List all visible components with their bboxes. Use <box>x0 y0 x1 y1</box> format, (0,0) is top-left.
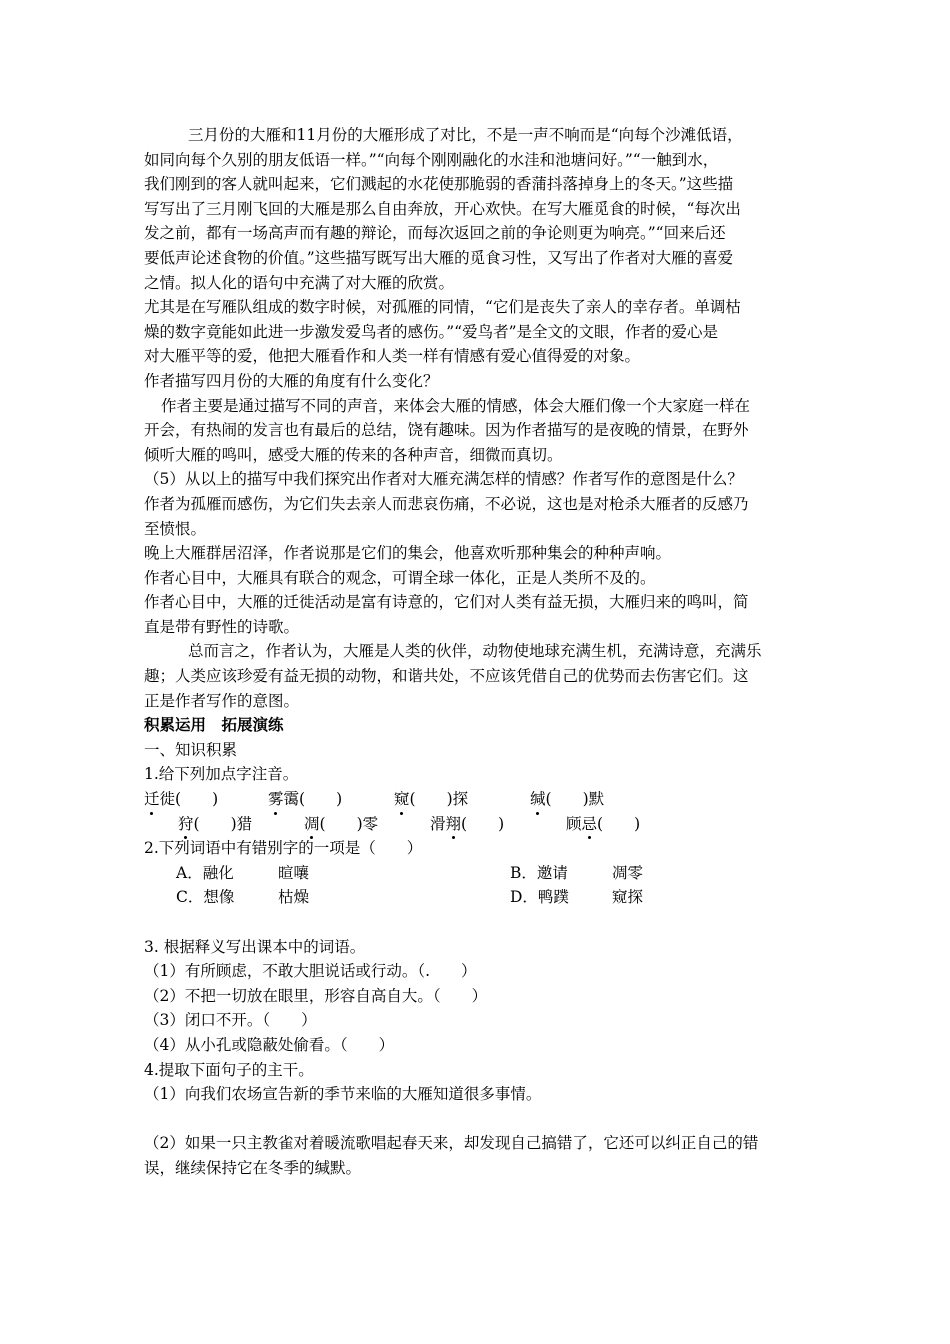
text-line: 之情。拟人化的语句中充满了对大雁的欣赏。 <box>144 273 455 292</box>
text-line: 趣；人类应该珍爱有益无损的动物，和谐共处，不应该凭借自己的优势而去伤害它们。这 <box>144 667 749 686</box>
option-b-label: B．邀请 <box>510 863 568 882</box>
option-a-word: 暄嚷 <box>278 863 310 882</box>
text-line: 尤其是在写雁队组成的数字时候，对孤雁的同情，“它们是丧失了亲人的幸存者。单调枯 <box>144 298 741 317</box>
paragraph-march-geese <box>144 123 810 295</box>
option-d-word: 窥探 <box>612 888 644 907</box>
pinyin-item: 狩( )猎 <box>178 812 304 837</box>
text-line: 总而言之，作者认为，大雁是人类的伙伴，动物使地球充满生机，充满诗意，充满乐 <box>188 642 762 661</box>
paragraph-answer-1 <box>144 492 810 541</box>
text-line: 发之前，都有一场高声而有趣的辩论，而每次返回之前的争论则更为响亮。”“回来后还 <box>144 224 726 243</box>
question-five: （5）从以上的描写中我们探究出作者对大雁充满怎样的情感？作者写作的意图是什么？ <box>144 470 743 489</box>
q3-item-4: （4）从小孔或隐蔽处偷看。（ ） <box>144 1035 395 1054</box>
text-line: 对大雁平等的爱，他把大雁看作和人类一样有情感有爱心值得爱的对象。 <box>144 347 641 366</box>
pinyin-item: 窥( )探 <box>394 787 530 812</box>
pinyin-item: 滑翔( ) <box>430 812 566 837</box>
q4-title: 4.提取下面句子的主干。 <box>144 1060 314 1079</box>
text-line: 作者主要是通过描写不同的声音，来体会大雁的情感，体会大雁们像一个大家庭一样在 <box>161 396 751 415</box>
pinyin-item: 凋( )零 <box>304 812 430 837</box>
text-line: 倾听大雁的鸣叫，感受大雁的传来的各种声音，细微而真切。 <box>144 445 563 464</box>
text-line: 写写出了三月刚飞回的大雁是那么自由奔放，开心欢快。在写大雁觅食的时候，“每次出 <box>144 199 741 218</box>
text-line: （2）如果一只主教雀对着暖流歌唱起春天来，却发现自己搞错了，它还可以纠正自己的错 <box>144 1134 759 1153</box>
text-line: 正是作者写作的意图。 <box>144 691 300 710</box>
section-title: 积累运用 拓展演练 <box>144 716 284 735</box>
text-line: 误，继续保持它在冬季的缄默。 <box>144 1158 362 1177</box>
paragraph-answer-3: 作者心目中，大雁具有联合的观念，可谓全球一体化，正是人类所不及的。 <box>144 568 656 587</box>
pinyin-item: 顾忌( ) <box>566 812 640 837</box>
text-line: 作者为孤雁而感伤，为它们失去亲人而悲哀伤痛，不必说，这也是对枪杀大雁者的反感乃 <box>144 494 749 513</box>
pinyin-item: 缄( )默 <box>530 787 604 812</box>
paragraph-april-answer <box>144 394 810 468</box>
q2-options-row-2 <box>144 885 810 910</box>
q3-title: 3. 根据释义写出课本中的词语。 <box>144 937 366 956</box>
paragraph-lone-goose <box>144 295 810 369</box>
option-c-word: 枯燥 <box>278 888 310 907</box>
spacer <box>144 910 810 935</box>
text-line: 至愤恨。 <box>144 519 207 538</box>
q3-item-2: （2）不把一切放在眼里，形容自高自大。（ ） <box>144 986 488 1005</box>
pinyin-item: 迁徙( ) <box>144 787 268 812</box>
option-a-label: A．融化 <box>176 863 234 882</box>
section-subtitle: 一、知识积累 <box>144 740 238 759</box>
text-line: 我们刚到的客人就叫起来，它们溅起的水花使那脆弱的香蒲抖落掉身上的冬天。”这些描 <box>144 175 734 194</box>
q1-row-1 <box>144 787 810 812</box>
option-b-word: 凋零 <box>612 863 644 882</box>
text-line: 燥的数字竟能如此进一步激发爱鸟者的感伤。”“爱鸟者”是全文的文眼，作者的爱心是 <box>144 322 719 341</box>
text-line: 开会，有热闹的发言也有最后的总结，饶有趣味。因为作者描写的是夜晚的情景，在野外 <box>144 421 749 440</box>
q4-item-1: （1）向我们农场宣告新的季节来临的大雁知道很多事情。 <box>144 1085 542 1104</box>
paragraph-answer-2: 晚上大雁群居沼泽，作者说那是它们的集会，他喜欢听那种集会的种种声响。 <box>144 544 672 563</box>
question-april: 作者描写四月份的大雁的角度有什么变化？ <box>144 371 439 390</box>
pinyin-item: 雾霭( ) <box>268 787 394 812</box>
option-c-label: C．想像 <box>176 888 235 907</box>
text-line: 如同向每个久别的朋友低语一样。”“向每个刚刚融化的水洼和池塘问好。”“一触到水， <box>144 150 719 169</box>
q3-item-1: （1）有所顾虑，不敢大胆说话或行动。（. ） <box>144 962 477 981</box>
q2-options-row-1 <box>144 861 810 886</box>
text-line: 三月份的大雁和11月份的大雁形成了对比，不是一声不响而是“向每个沙滩低语， <box>188 126 743 144</box>
paragraph-summary <box>144 639 810 713</box>
q1-row-2 <box>144 812 810 837</box>
text-line: 要低声论述食物的价值。”这些描写既写出大雁的觅食习性，又写出了作者对大雁的喜爱 <box>144 248 734 267</box>
text-line: 作者心目中，大雁的迁徙活动是富有诗意的，它们对人类有益无损，大雁归来的鸣叫，简 <box>144 593 749 612</box>
q3-item-3: （3）闭口不开。（ ） <box>144 1011 317 1030</box>
q4-item-2 <box>144 1131 810 1180</box>
spacer <box>144 1107 810 1132</box>
option-d-label: D．鸭蹼 <box>510 888 569 907</box>
text-line: 直是带有野性的诗歌。 <box>144 617 300 636</box>
q1-title: 1.给下列加点字注音。 <box>144 765 299 784</box>
document-body <box>144 123 810 1181</box>
q2-title: 2.下列词语中有错别字的一项是（ ） <box>144 839 423 858</box>
paragraph-answer-4 <box>144 590 810 639</box>
